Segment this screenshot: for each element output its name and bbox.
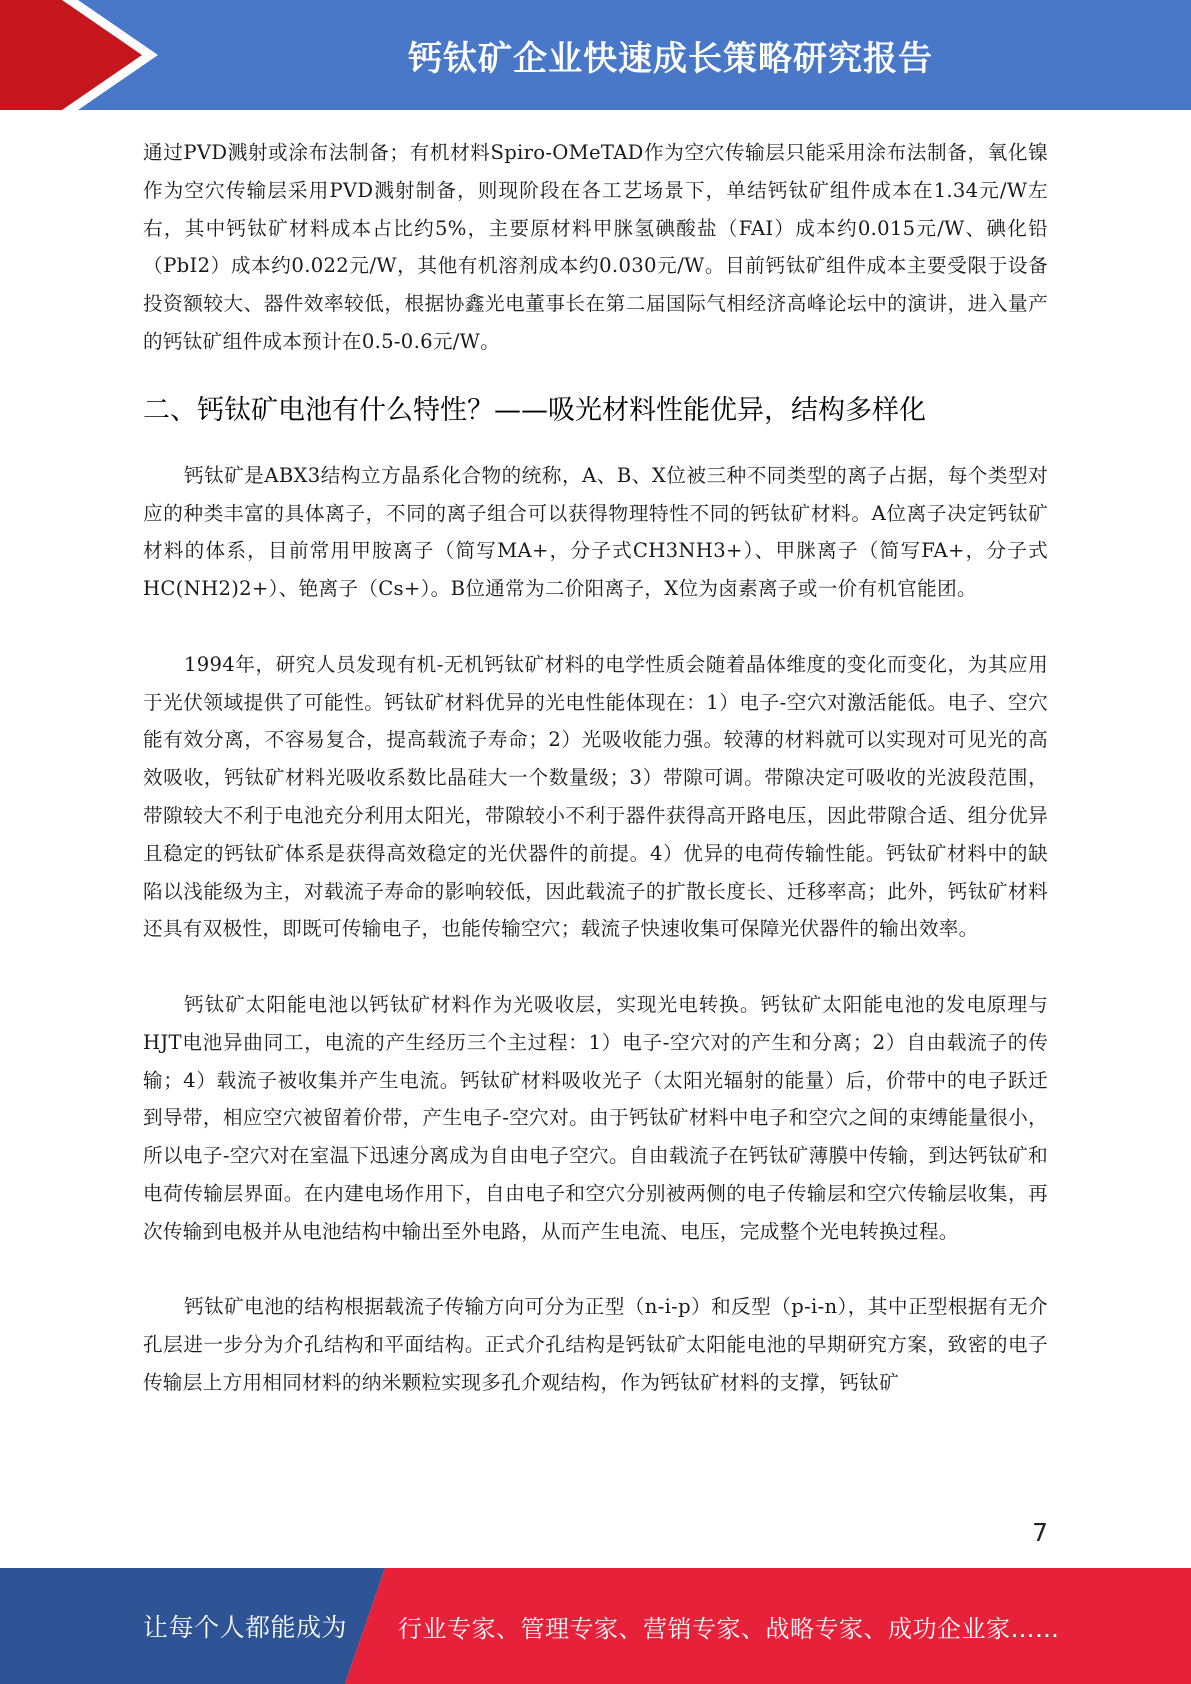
footer-slogan-left: 让每个人都能成为: [143, 1613, 348, 1642]
page-content: [143, 134, 1048, 1402]
page-footer: [0, 1568, 1191, 1684]
page-header: [0, 0, 1191, 110]
paragraph-continued: 通过PVD溅射或涂布法制备；有机材料Spiro-OMeTAD作为空穴传输层只能采用涂布法制备，氧化镍作为空穴传输层采用PVD溅射制备，则现阶段在各工艺场景下，单结钙钛矿组件成本在1.34元/W左右，其中钙钛矿材料成本占比约5%，主要原材料甲脒氢碘酸盐（FAI）成本约0.015元/W、碘化铅（PbI2）成本约0.022元/W，其他有机溶剂成本约0.030元/W。目前钙钛矿组件成本主要受限于设备投资额较大、器件效率较低，根据协鑫光电董事长在第二届国际气相经济高峰论坛中的演讲，进入量产的钙钛矿组件成本预计在0.5-0.6元/W。: [143, 141, 1048, 353]
header-title: 钙钛矿企业快速成长策略研究报告: [408, 38, 933, 79]
page-number: 7: [1032, 1518, 1048, 1547]
paragraph: 钙钛矿电池的结构根据载流子传输方向可分为正型（n-i-p）和反型（p-i-n），其中正型根据有无介孔层进一步分为介孔结构和平面结构。正式介孔结构是钙钛矿太阳能电池的早期研究方案，致密的电子传输层上方用相同材料的纳米颗粒实现多孔介观结构，作为钙钛矿材料的支撑，钙钛矿: [143, 1295, 1048, 1394]
paragraph: 钙钛矿太阳能电池以钙钛矿材料作为光吸收层，实现光电转换。钙钛矿太阳能电池的发电原理与HJT电池异曲同工，电流的产生经历三个主过程：1）电子-空穴对的产生和分离；2）自由载流子的传输；4）载流子被收集并产生电流。钙钛矿材料吸收光子（太阳光辐射的能量）后，价带中的电子跃迁到导带，相应空穴被留着价带，产生电子-空穴对。由于钙钛矿材料中电子和空穴之间的束缚能量很小，所以电子-空穴对在室温下迅速分离成为自由电子空穴。自由载流子在钙钛矿薄膜中传输，到达钙钛矿和电荷传输层界面。在内建电场作用下，自由电子和空穴分别被两侧的电子传输层和空穴传输层收集，再次传输到电极并从电池结构中输出至外电路，从而产生电流、电压，完成整个光电转换过程。: [143, 992, 1048, 1243]
section-heading: 二、钙钛矿电池有什么特性？——吸光材料性能优异，结构多样化: [143, 394, 926, 426]
paragraph: 钙钛矿是ABX3结构立方晶系化合物的统称，A、B、X位被三种不同类型的离子占据，每个类型对应的种类丰富的具体离子，不同的离子组合可以获得物理特性不同的钙钛矿材料。A位离子决定钙钛矿材料的体系，目前常用甲胺离子（简写MA+，分子式CH3NH3+）、甲脒离子（简写FA+，分子式HC(NH2)2+）、铯离子（Cs+）。B位通常为二价阳离子，X位为卤素离子或一价有机官能团。: [143, 463, 1048, 601]
footer-slogan-right: 行业专家、管理专家、营销专家、战略专家、成功企业家……: [398, 1614, 1060, 1643]
paragraph: 1994年，研究人员发现有机-无机钙钛矿材料的电学性质会随着晶体维度的变化而变化，为其应用于光伏领域提供了可能性。钙钛矿材料优异的光电性能体现在：1）电子-空穴对激活能低。电子、空穴能有效分离，不容易复合，提高载流子寿命；2）光吸收能力强。较薄的材料就可以实现对可见光的高效吸收，钙钛矿材料光吸收系数比晶硅大一个数量级；3）带隙可调。带隙决定可吸收的光波段范围，带隙较大不利于电池充分利用太阳光，带隙较小不利于器件获得高开路电压，因此带隙合适、组分优异且稳定的钙钛矿体系是获得高效稳定的光伏器件的前提。4）优异的电荷传输性能。钙钛矿材料中的缺陷以浅能级为主，对载流子寿命的影响较低，因此载流子的扩散长度长、迁移率高；此外，钙钛矿材料还具有双极性，即既可传输电子，也能传输空穴；载流子快速收集可保障光伏器件的输出效率。: [143, 652, 1048, 941]
